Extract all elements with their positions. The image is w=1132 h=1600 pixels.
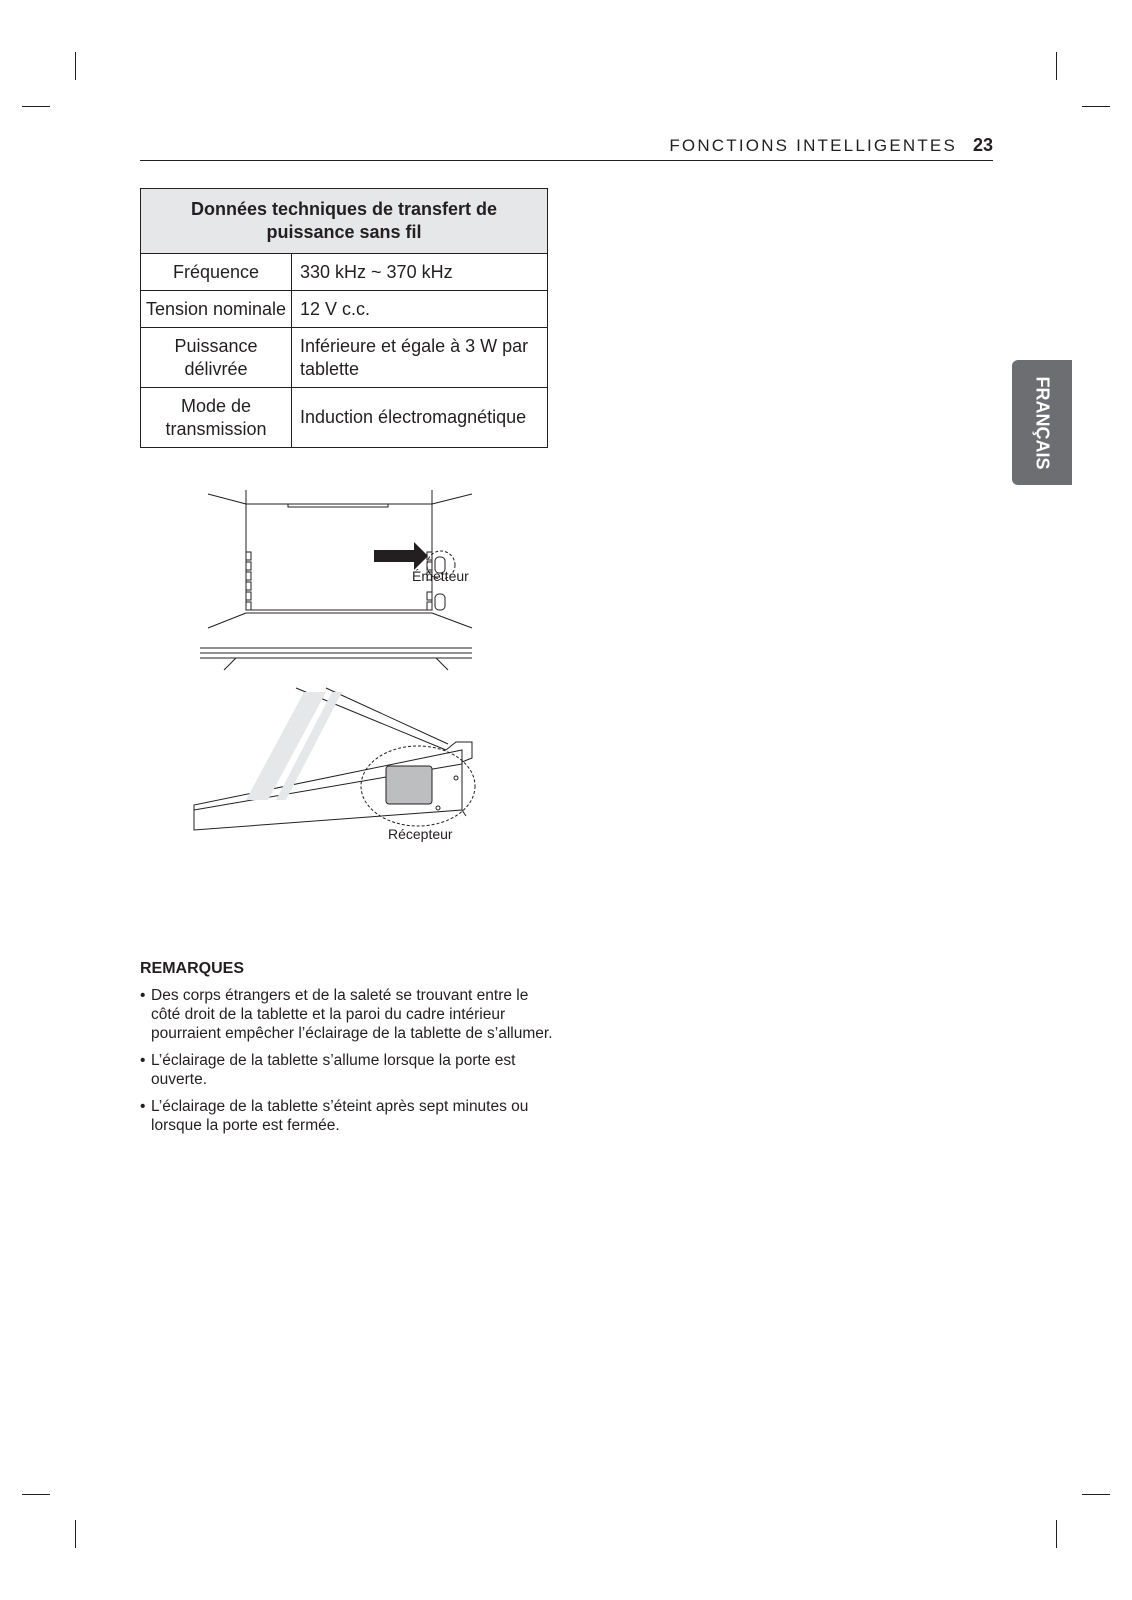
table-row: [141, 291, 548, 328]
spec-key: Puissance délivrée: [141, 328, 292, 388]
emitter-label: Émetteur: [412, 568, 469, 584]
spec-table-title: Données techniques de transfert de puissance sans fil: [141, 189, 548, 254]
language-tab: [1012, 360, 1072, 485]
crop-mark: [22, 1494, 50, 1495]
crop-mark: [22, 106, 50, 107]
spec-value: 330 kHz ~ 370 kHz: [292, 254, 548, 291]
notes-title: REMARQUES: [140, 960, 245, 977]
language-tab-label: FRANÇAIS: [1032, 376, 1053, 469]
spec-value: Inférieure et égale à 3 W par tablette: [292, 328, 548, 388]
notes-list: [140, 986, 560, 1135]
crop-mark: [75, 52, 76, 80]
spec-key: Tension nominale: [141, 291, 292, 328]
spec-key: Fréquence: [141, 254, 292, 291]
spec-value: Induction électromagnétique: [292, 388, 548, 448]
spec-value: 12 V c.c.: [292, 291, 548, 328]
crop-mark: [75, 1520, 76, 1548]
wireless-shelf-illustration: [190, 480, 490, 880]
crop-mark: [1056, 52, 1057, 80]
page-header: [140, 132, 993, 161]
shelf-diagram: [190, 480, 490, 880]
table-row: [141, 254, 548, 291]
spec-key: Mode de transmission: [141, 388, 292, 448]
page-number: 23: [972, 135, 993, 155]
crop-mark: [1082, 106, 1110, 107]
crop-mark: [1082, 1494, 1110, 1495]
spec-table: [140, 188, 548, 448]
table-row: [141, 328, 548, 388]
list-item: • L’éclairage de la tablette s’éteint après sept minutes ou lorsque la porte est fermée.: [140, 1097, 560, 1135]
table-row: [141, 388, 548, 448]
receiver-label: Récepteur: [388, 826, 453, 842]
list-item: • Des corps étrangers et de la saleté se trouvant entre le côté droit de la tablette et la paroi du cadre intérieur pourraient empêcher l’éclairage de la tablette de s’allumer.: [140, 986, 560, 1043]
section-title: FONCTIONS INTELLIGENTES: [669, 136, 957, 155]
list-item: • L’éclairage de la tablette s’allume lorsque la porte est ouverte.: [140, 1051, 560, 1089]
crop-mark: [1056, 1520, 1057, 1548]
notes-section: [140, 960, 560, 1143]
